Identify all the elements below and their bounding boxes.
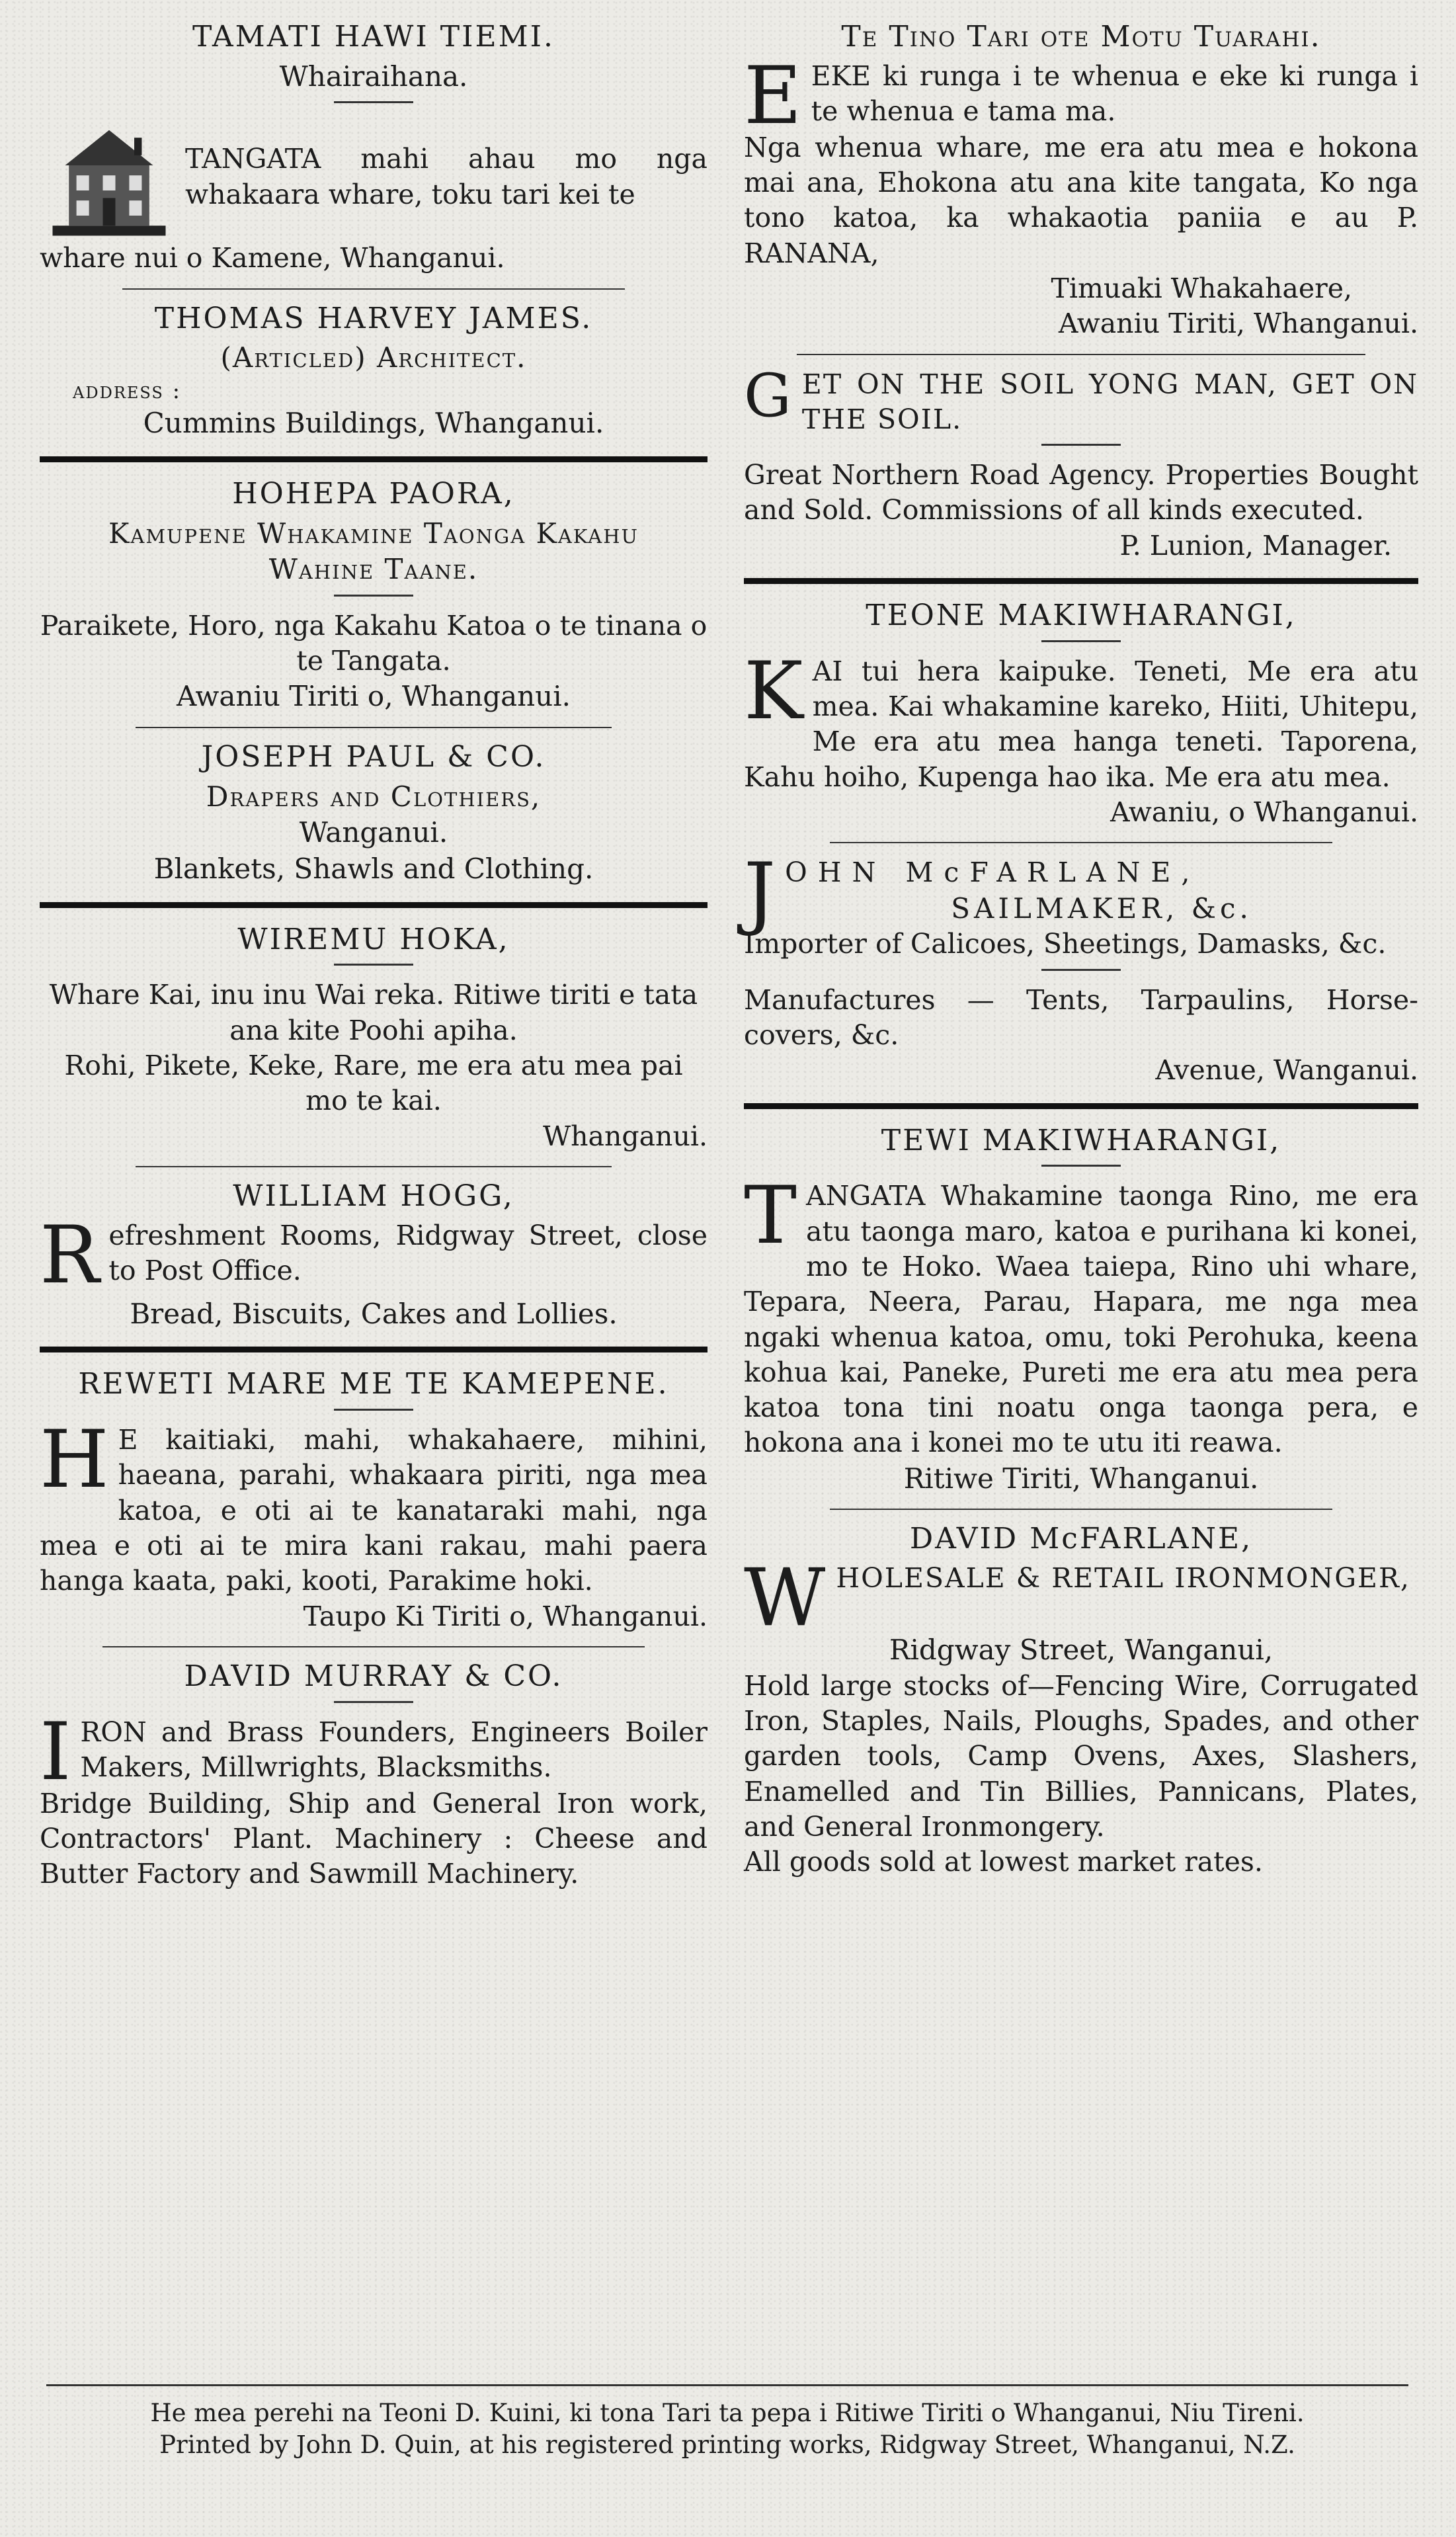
drop-cap: H <box>40 1414 109 1507</box>
ad-david-mcfarlane <box>744 1522 1418 1880</box>
ad-title: TAMATI HAWI TIEMI. <box>192 20 555 54</box>
drop-cap: J <box>744 847 776 939</box>
ad-wiremu-hoka <box>40 923 708 1154</box>
ad-title: ET ON THE SOIL YONG MAN, GET ON THE SOIL. <box>801 368 1418 435</box>
ad-body: E kaitiaki, mahi, whakahaere, mihini, haeana, parahi, whakaara piriti, nga mea katoa, e oti ai te kanataraki mahi, nga mea e oti ai te mira kani rakau, mahi paera hanga kaata, paki, kooti, Parakime hoki. <box>40 1424 708 1597</box>
ad-address: Ridgway Street, Wanganui, <box>889 1634 1274 1667</box>
ad-body-2: Bridge Building, Ship and General Iron work, Contractors' Plant. Machinery : Cheese and Butter Factory and Sawmill Machinery. <box>40 1787 708 1890</box>
ad-subtitle: HOLESALE & RETAIL IRONMONGER, <box>836 1562 1410 1595</box>
ad-address: Whanganui. <box>542 1120 708 1152</box>
ad-body: ANGATA Whakamine taonga Rino, me era atu taonga maro, katoa e purihana ki konei, mo te Hoko. Waea taiepa, Rino uhi whare, Tepara, Neera, Parau, Hapara, me nga mea ngaki whenua katoa, omu, toki Perohuka, keena kohua kai, Paneke, Pureti me era atu mea pera katoa tona tini noatu onga taonga pera, e hokona ana i konei mo te utu iti reawa. <box>744 1180 1418 1459</box>
divider <box>334 1409 413 1411</box>
ad-thomas-harvey-james <box>40 302 708 442</box>
ad-body: EKE ki runga i te whenua e eke ki runga i te whenua e tama ma. <box>811 60 1418 128</box>
ad-joseph-paul <box>40 740 708 888</box>
ad-address: Taupo Ki Tiriti o, Whanganui. <box>303 1600 708 1632</box>
divider <box>334 1701 413 1703</box>
divider <box>1041 640 1121 642</box>
ad-subtitle: Kamupene Whakamine Taonga Kakahu <box>108 517 639 550</box>
ad-title: DAVID McFARLANE, <box>909 1522 1253 1556</box>
ad-address: Cummins Buildings, Whanganui. <box>143 407 604 440</box>
ad-body: efreshment Rooms, Ridgway Street, close to Post Office. <box>108 1219 708 1286</box>
ad-address: Avenue, Wanganui. <box>1155 1054 1418 1087</box>
footer-divider <box>46 2384 1408 2386</box>
ad-body: Great Northern Road Agency. Properties Bought and Sold. Commissions of all kinds executed. <box>744 459 1418 526</box>
ad-title: DAVID MURRAY & CO. <box>184 1659 563 1693</box>
ad-address: Awaniu Tiriti, Whanganui. <box>1058 308 1418 340</box>
ad-teone-makiwharangi <box>744 599 1418 830</box>
ad-subtitle: (Articled) Architect. <box>220 341 527 374</box>
ad-subtitle: Drapers and Clothiers, <box>206 780 542 813</box>
divider <box>40 456 708 462</box>
ad-subtitle-2: Wahine Taane. <box>268 553 479 586</box>
ad-body: Importer of Calicoes, Sheetings, Damasks, &c. <box>744 928 1387 960</box>
ad-body: Whare Kai, inu inu Wai reka. Ritiwe tiriti e tata ana kite Poohi apiha. <box>49 979 698 1046</box>
drop-cap: W <box>744 1552 827 1645</box>
ad-subtitle: Whairaihana. <box>279 60 468 93</box>
ad-title: TEONE MAKIWHARANGI, <box>866 599 1297 633</box>
imprint-english: Printed by John D. Quin, at his registered printing works, Ridgway Street, Whanganui, N.Z. <box>159 2431 1295 2460</box>
ad-signature: Timuaki Whakahaere, <box>1051 272 1352 304</box>
divider <box>334 595 413 597</box>
ad-william-hogg <box>40 1179 708 1332</box>
drop-cap: R <box>40 1209 100 1302</box>
ad-title: Te Tino Tari ote Motu Tuarahi. <box>841 20 1321 54</box>
divider <box>1041 1165 1121 1167</box>
divider <box>334 964 413 966</box>
ad-david-murray <box>40 1659 708 1892</box>
left-column <box>40 20 708 1892</box>
ad-body: Blankets, Shawls and Clothing. <box>153 853 594 886</box>
ad-body-2: Nga whenua whare, me era atu mea e hokona mai ana, Ehokona atu ana kite tangata, Ko nga tono katoa, ka whakaotia paniia e au P. RANANA, <box>744 131 1418 269</box>
divider <box>136 727 612 728</box>
divider <box>40 902 708 908</box>
right-column <box>744 20 1418 1880</box>
divider <box>102 1646 645 1647</box>
ad-title: OHN McFARLANE, <box>785 856 1201 889</box>
ad-get-on-the-soil <box>744 360 1418 563</box>
ad-tamati-hawi-tiemi <box>40 20 708 276</box>
ad-address: Awaniu, o Whanganui. <box>1110 796 1418 829</box>
ad-subtitle: SAILMAKER, &c. <box>951 892 1252 925</box>
ad-address: Ritiwe Tiriti, Whanganui. <box>903 1462 1259 1495</box>
divider <box>40 1347 708 1352</box>
ad-title: REWETI MARE ME TE KAMEPENE. <box>78 1367 669 1401</box>
ad-body-2: Manufactures — Tents, Tarpaulins, Horse-covers, &c. <box>744 983 1418 1051</box>
imprint-maori: He mea perehi na Teoni D. Kuini, ki tona Tari ta pepa i Ritiwe Tiriti o Whanganui, Niu Tireni. <box>150 2399 1305 2427</box>
ad-body: TANGATA mahi ahau mo nga whakaara whare, toku tari kei te <box>185 143 708 210</box>
house-engraving-icon <box>46 115 172 241</box>
ad-body-cont: whare nui o Kamene, Whanganui. <box>40 242 505 274</box>
ad-title: THOMAS HARVEY JAMES. <box>154 301 593 335</box>
ad-body: RON and Brass Founders, Engineers Boiler Makers, Millwrights, Blacksmiths. <box>80 1716 708 1783</box>
drop-cap: I <box>40 1706 71 1798</box>
ad-body-2: All goods sold at lowest market rates. <box>744 1846 1263 1878</box>
ad-body: Paraikete, Horo, nga Kakahu Katoa o te tinana o te Tangata. <box>40 609 708 677</box>
divider <box>136 1166 612 1167</box>
ad-te-tino-tari <box>744 20 1418 342</box>
drop-cap: E <box>744 50 802 142</box>
divider <box>122 288 625 290</box>
address-label: address : <box>73 378 182 405</box>
ad-title: TEWI MAKIWHARANGI, <box>881 1123 1281 1157</box>
divider <box>1041 444 1121 446</box>
drop-cap: K <box>744 645 803 737</box>
ad-body: AI tui hera kaipuke. Teneti, Me era atu mea. Kai whakamine kareko, Hiiti, Uhitepu, Me era atu mea hanga teneti. Taporena, Kahu hoiho, Kupenga hao ika. Me era atu mea. <box>744 655 1418 793</box>
ad-hohepa-paora <box>40 477 708 715</box>
ad-title: JOSEPH PAUL & CO. <box>201 740 546 774</box>
ad-body-2: Bread, Biscuits, Cakes and Lollies. <box>130 1297 618 1330</box>
ad-title: HOHEPA PAORA, <box>232 476 515 511</box>
ad-signature: P. Lunion, Manager. <box>1119 529 1392 561</box>
ad-location: Wanganui. <box>299 816 448 849</box>
divider <box>744 1103 1418 1109</box>
ad-john-mcfarlane <box>744 847 1418 1088</box>
divider <box>797 354 1365 355</box>
ad-address: Awaniu Tiriti o, Whanganui. <box>176 680 571 713</box>
drop-cap: T <box>744 1170 797 1263</box>
ad-title: WILLIAM HOGG, <box>233 1179 514 1213</box>
ad-tewi-makiwharangi <box>744 1124 1418 1497</box>
drop-cap: G <box>744 360 793 431</box>
divider <box>1041 969 1121 971</box>
imprint-footer <box>53 2397 1402 2461</box>
divider <box>830 1509 1332 1510</box>
ad-body-2: Rohi, Pikete, Keke, Rare, me era atu mea pai mo te kai. <box>64 1050 683 1117</box>
ad-title: WIREMU HOKA, <box>237 922 510 956</box>
divider <box>744 578 1418 584</box>
divider <box>830 842 1332 843</box>
ad-reweti-mare <box>40 1367 708 1634</box>
divider <box>334 101 413 103</box>
ad-body: Hold large stocks of—Fencing Wire, Corrugated Iron, Staples, Nails, Ploughs, Spades, and other garden tools, Camp Ovens, Axes, Slashers, Enamelled and Tin Billies, Pannicans, Plates, and General Ironmongery. <box>744 1669 1418 1843</box>
